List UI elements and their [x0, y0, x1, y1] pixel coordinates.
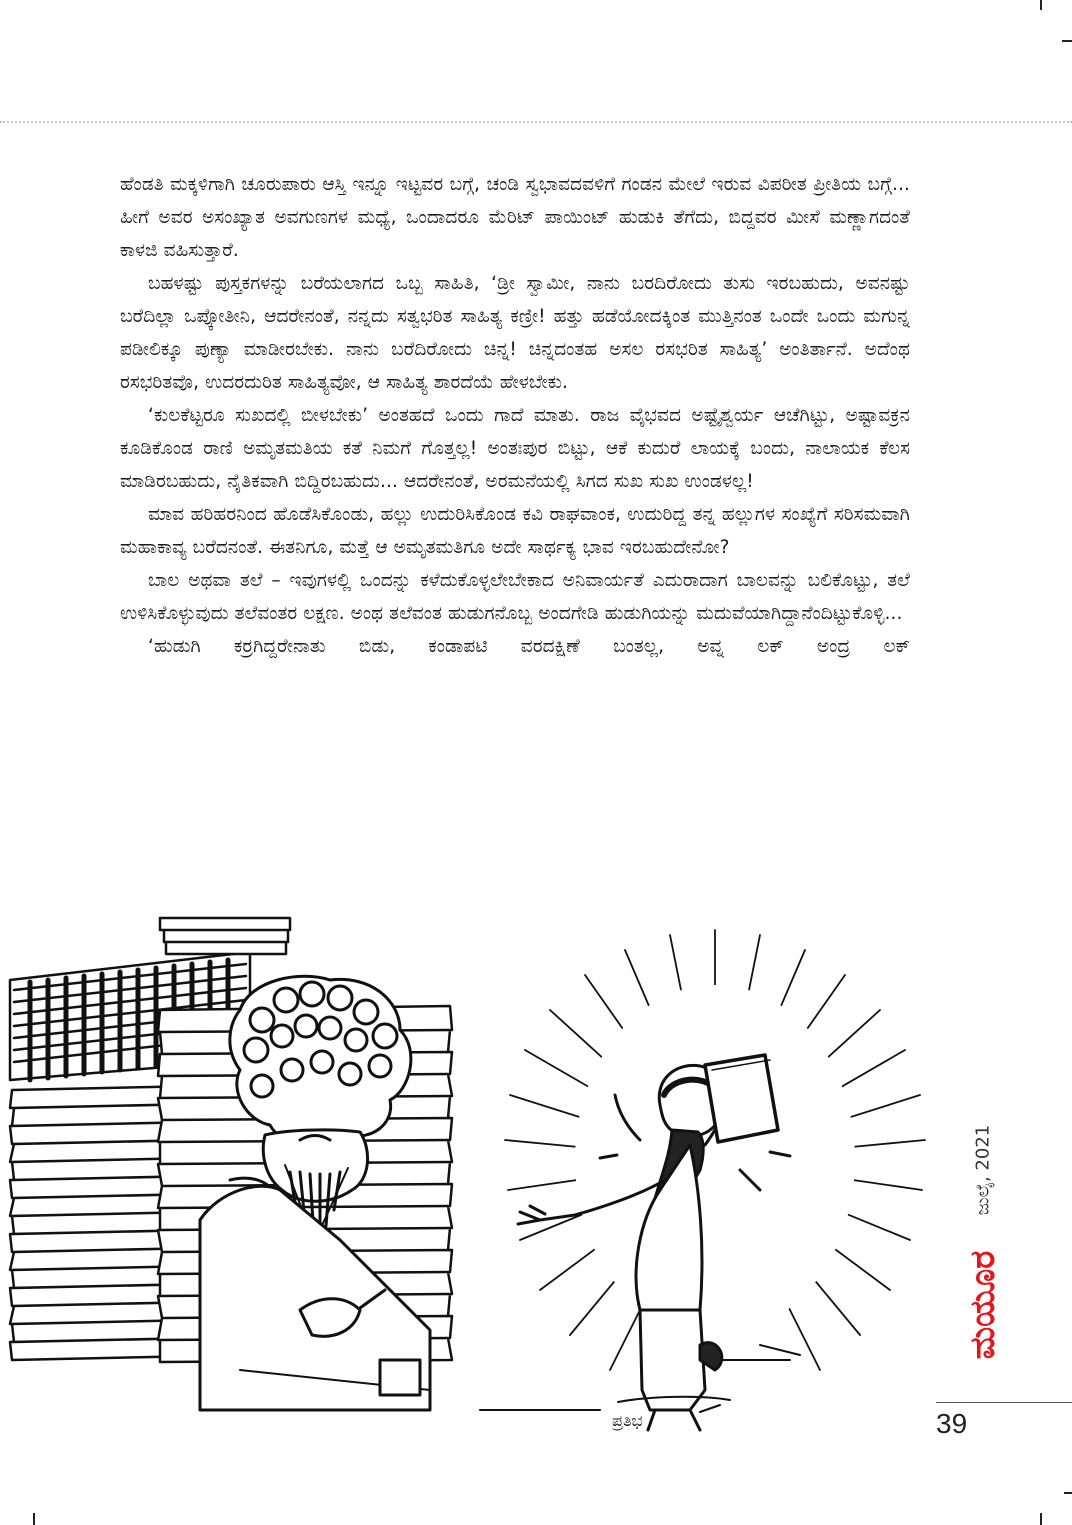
- dotted-rule: [0, 121, 1072, 123]
- article-body: [120, 168, 910, 663]
- issue-date-text: ಜುಲೈ, 2021: [972, 1124, 994, 1216]
- magazine-logo-text: ಮಯೂರ: [963, 1250, 1003, 1360]
- paragraph: ‘ಕುಲಕೆಟ್ಟರೂ ಸುಖದಲ್ಲಿ ಬೀಳಬೇಕು’ ಅಂತಹದೆ ಒಂದು ಗಾದೆ ಮಾತು. ರಾಜ ವೈಭವದ ಅಷ್ಟೈಶ್ವರ್ಯ ಆಚೆಗಿಟ್ಟು, ಅಷ್ಟಾವಕ್ರನ ಕೂಡಿಕೊಂಡ ರಾಣಿ ಅಮೃತಮತಿಯ ಕತೆ ನಿಮಗೆ ಗೊತ್ತಲ್ಲ! ಅಂತಃಪುರ ಬಿಟ್ಟು, ಆಕೆ ಕುದುರೆ ಲಾಯಕ್ಕೆ ಬಂದು, ನಾಲಾಯಕ ಕೆಲಸ ಮಾಡಿರಬಹುದು, ನೈತಿಕವಾಗಿ ಬಿದ್ದಿರಬಹುದು... ಆದರೇನಂತೆ, ಅರಮನೆಯಲ್ಲಿ ಸಿಗದ ಸುಖ ಸುಖ ಉಂಡಳಲ್ಲ!: [120, 405, 910, 492]
- crop-mark-left-bottom: [33, 1513, 35, 1525]
- paragraph: ಬಹಳಷ್ಟು ಪುಸ್ತಕಗಳನ್ನು ಬರೆಯಲಾಗದ ಒಬ್ಬ ಸಾಹಿತಿ, ‘ಡ್ರೀ ಸ್ವಾಮೀ, ನಾನು ಬರದಿರೋದು ತುಸು ಇರಬಹುದು, ಅವನಷ್ಟು ಬರೆದಿಲ್ಲಾ ಒಪ್ಕೋತೀನಿ, ಆದರೇನಂತೆ, ನನ್ನದು ಸತ್ವಭರಿತ ಸಾಹಿತ್ಯ ಕಣ್ರೀ! ಹತ್ತು ಹಡೆಯೋದಕ್ಕಿಂತ ಮುತ್ತಿನಂತ ಒಂದೇ ಒಂದು ಮಗುನ್ನ ಪಡೀಲಿಕ್ಕೂ ಪುಣ್ಯಾ ಮಾಡೀರಬೇಕು. ನಾನು ಬರೆದಿರೋದು ಚಿನ್ನ! ಚಿನ್ನದಂತಹ ಅಸಲ ರಸಭರಿತ ಸಾಹಿತ್ಯ’ ಅಂತಿರ್ತಾನೆ. ಅದೆಂಥ ರಸಭರಿತವೊ, ಉದರದುರಿತ ಸಾಹಿತ್ಯವೋ, ಆ ಸಾಹಿತ್ಯ ಶಾರದೆಯೆ ಹೇಳಬೇಕು.: [120, 273, 910, 393]
- issue-date: [968, 1110, 998, 1230]
- paragraph: ‘ಹುಡುಗಿ ಕರ್ರಗಿದ್ದರೇನಾತು ಬಿಡು, ಕಂಡಾಪಟಿ ವರದಕ್ಷಿಣೆ ಬಂತಲ್ಲ, ಅವ್ನ ಲಕ್ ಅಂದ್ರ ಲಕ್: [148, 636, 910, 657]
- crop-mark-right-top: [1062, 40, 1072, 42]
- magazine-logo: [957, 1230, 1009, 1380]
- paragraph: ಹೆಂಡತಿ ಮಕ್ಕಳಿಗಾಗಿ ಚೂರುಪಾರು ಆಸ್ತಿ ಇನ್ನೂ ಇಟ್ಟವರ ಬಗ್ಗೆ, ಚಂಡಿ ಸ್ವಭಾವದವಳಿಗೆ ಗಂಡನ ಮೇಲೆ ಇರುವ ವಿಪರೀತ ಪ್ರೀತಿಯ ಬಗ್ಗೆ... ಹೀಗೆ ಅವರ ಅಸಂಖ್ಯಾತ ಅವಗುಣಗಳ ಮಧ್ಯೆ, ಒಂದಾದರೂ ಮೆರಿಟ್ ಪಾಯಿಂಟ್ ಹುಡುಕಿ ತೆಗೆದು, ಬಿದ್ದವರ ಮೀಸೆ ಮಣ್ಣಾಗದಂತೆ ಕಾಳಜಿ ವಹಿಸುತ್ತಾರೆ.: [120, 174, 910, 261]
- artist-signature: ಪ್ರತಿಭ: [612, 1411, 643, 1430]
- paragraph: ಮಾವ ಹರಿಹರನಿಂದ ಹೊಡೆಸಿಕೊಂಡು, ಹಲ್ಲು ಉದುರಿಸಿಕೊಂಡ ಕವಿ ರಾಘವಾಂಕ, ಉದುರಿದ್ದ ತನ್ನ ಹಲ್ಲುಗಳ ಸಂಖ್ಯೆಗೆ ಸರಿಸಮವಾಗಿ ಮಹಾಕಾವ್ಯ ಬರೆದನಂತೆ. ಈತನಿಗೂ, ಮತ್ತೆ ಆ ಅಮೃತಮತಿಗೂ ಅದೇ ಸಾರ್ಥಕ್ಯ ಭಾವ ಇರಬಹುದೇನೋ?: [120, 504, 910, 558]
- crop-mark-top: [1040, 0, 1042, 10]
- crop-mark-bottom: [1040, 1513, 1042, 1525]
- light-burst: [505, 930, 925, 1370]
- cartoon-illustration: [0, 890, 960, 1450]
- page-number: 39: [936, 1408, 968, 1439]
- crop-mark-right-bottom: [1064, 1492, 1072, 1494]
- paragraph: ಬಾಲ ಅಥವಾ ತಲೆ – ಇವುಗಳಲ್ಲಿ ಒಂದನ್ನು ಕಳೆದುಕೊಳ್ಳಲೇಬೇಕಾದ ಅನಿವಾರ್ಯತೆ ಎದುರಾದಾಗ ಬಾಲವನ್ನು ಬಲಿಕೊಟ್ಟು, ತಲೆ ಉಳಿಸಿಕೊಳ್ಳುವುದು ತಲೆವಂತರ ಲಕ್ಷಣ. ಅಂಥ ತಲೆವಂತ ಹುಡುಗನೊಬ್ಬ ಅಂದಗೇಡಿ ಹುಡುಗಿಯನ್ನು ಮದುವೆಯಾಗಿದ್ದಾನೆಂದಿಟ್ಟುಕೊಳ್ಳಿ...: [120, 570, 910, 624]
